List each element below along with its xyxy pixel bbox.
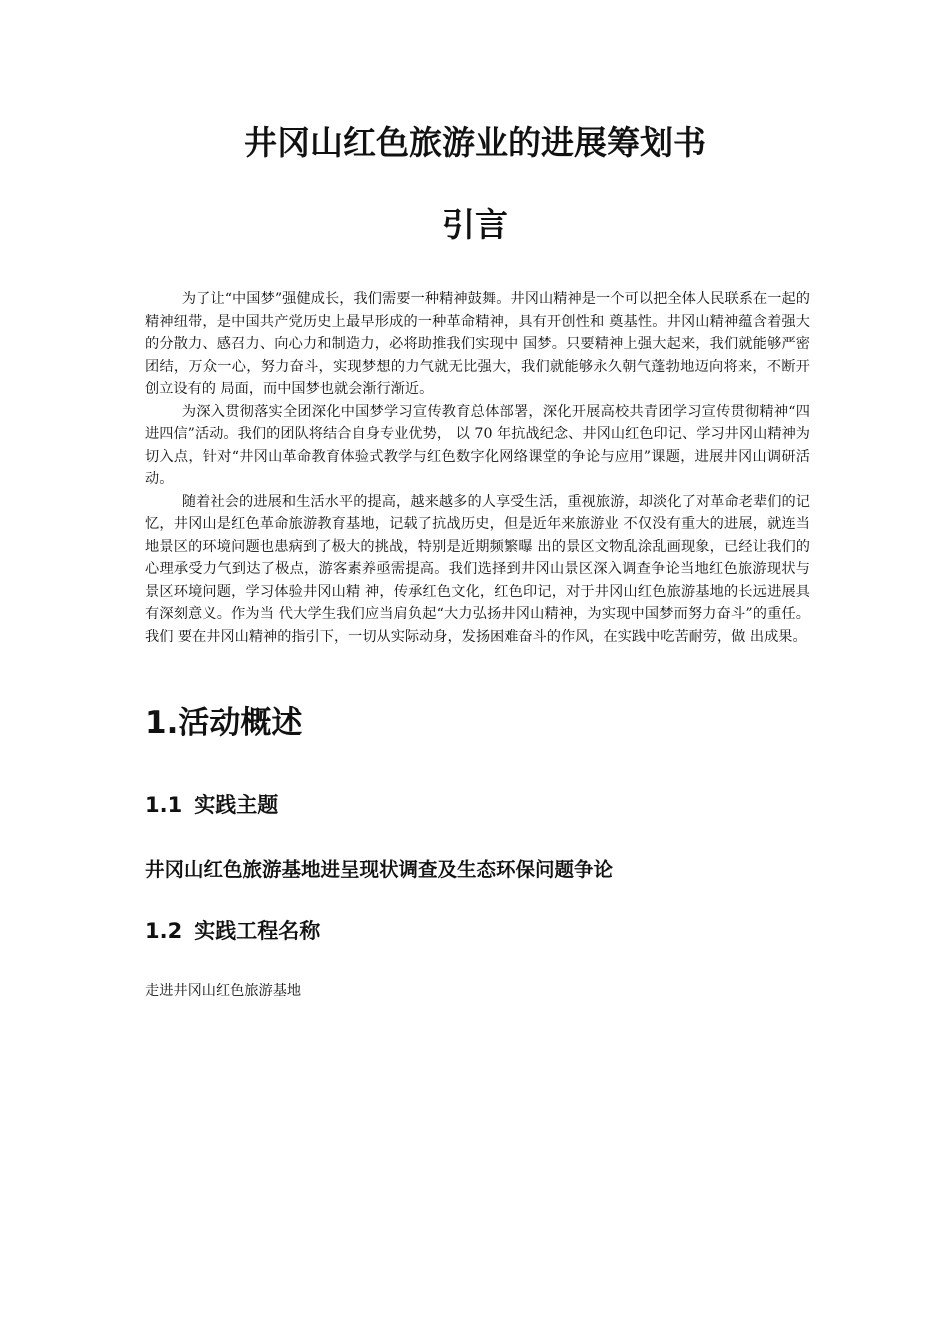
subsection-heading-practice-theme [145,789,278,821]
paragraph: 随着社会的进展和生活水平的提高，越来越多的人享受生活，重视旅游，却淡化了对革命老辈们的记忆，井冈山是红色革命旅游教育基地，记载了抗战历史，但是近年来旅游业 不仅没有重大的进展，就连当地景区的环境问题也患病到了极大的挑战，特别是近期频繁曝 出的景区文物乱涂乱画现象，已经让我们的心理承受力气到达了极点，游客素养亟需提高。我们选择到井冈山景区深入调查争论当地红色旅游现状与景区环境问题，学习体验井冈山精 神，传承红色文化，红色印记，对于井冈山红色旅游基地的长远进展具有深刻意义。作为当 代大学生我们应当肩负起“大力弘扬井冈山精神，为实现中国梦而努力奋斗”的重任。我们 要在井冈山精神的指引下，一切从实际动身，发扬困难奋斗的作风，在实践中吃苦耐劳，做 出成果。 [145,493,810,645]
practice-theme-text: 井冈山红色旅游基地进呈现状调查及生态环保问题争论 [145,858,614,881]
subsection-number: 1.2 [145,919,183,943]
introduction-body [145,288,810,648]
subsection-heading-project-name [145,915,320,947]
paragraph: 为深入贯彻落实全团深化中国梦学习宣传教育总体部署，深化开展高校共青团学习宣传贯彻精神“四进四信”活动。我们的团队将结合自身专业优势， 以 70 年抗战纪念、井冈山红色印记、学习井冈山精神为切入点，针对“井冈山革命教育体验式教学与红色数字化网络课堂的争论与应用”课题，进展井冈山调研活动。 [145,403,810,487]
document-title: 井冈山红色旅游业的进展筹划书 [244,123,706,162]
section-heading-activity-overview: 1.活动概述 [145,705,303,741]
subsection-title: 实践主题 [194,793,279,817]
paragraph: 为了让“中国梦”强健成长，我们需要一种精神鼓舞。井冈山精神是一个可以把全体人民联系在一起的精神纽带，是中国共产党历史上最早形成的一种革命精神，具有开创性和 奠基性。井冈山精神蕴含着强大的分散力、感召力、向心力和制造力，必将助推我们实现中 国梦。只要精神上强大起来，我们就能够严密团结，万众一心，努力奋斗，实现梦想的力气就无比强大，我们就能够永久朝气蓬勃地迈向将来，不断开创立设有的 局面，而中国梦也就会渐行渐近。 [145,291,810,397]
introduction-heading: 引言 [442,205,508,244]
project-name-text: 走进井冈山红色旅游基地 [145,983,302,999]
subsection-title: 实践工程名称 [194,919,321,943]
subsection-number: 1.1 [145,793,183,817]
